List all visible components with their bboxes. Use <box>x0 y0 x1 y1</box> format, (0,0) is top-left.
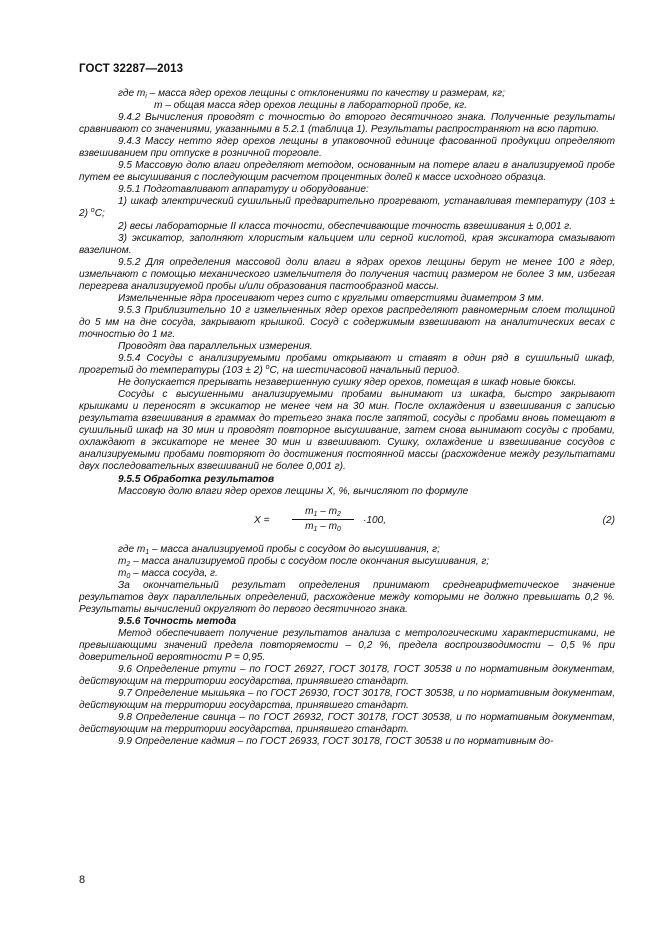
paragraph-9-5-5-result: За окончательный результат определения принимают среднеарифметическое значение результатов двух параллельных определений, расхождение между которыми не должно превышать 0,2 %. Результаты вычислений округляют до первого десятичного знака. <box>79 579 615 615</box>
paragraph-9-5-5: Массовую долю влаги ядер орехов лещины X, %, вычисляют по формуле <box>118 485 469 497</box>
heading-9-5-6: 9.5.6 Точность метода <box>118 615 237 627</box>
paragraph-9-5-6: Метод обеспечивает получение результатов анализа с метрологическими характеристиками, не превышающими значений предела повторяемости – 0,2 %, предела воспроизводимости – 0,5 % при доверительной вероятности P = 0,95. <box>79 627 615 664</box>
paragraph-9-5-2: 9.5.2 Для определения массовой доли влаги в ядрах орехов лещины берут не менее 100 г ядер, измельчают с помощью механического измельчителя до получения частиц размером не более 3 мм, избегая перегрева анализируемой пробы и/или образования пастообразной массы. <box>79 256 615 292</box>
document-body <box>79 88 615 748</box>
formula-fraction <box>292 506 354 533</box>
formula-multiplier: ·100, <box>363 514 387 526</box>
paragraph-9-5: 9.5 Массовую долю влаги определяют методом, основанным на потере влаги в анализируемой пробе путем ее высушивания с последующим расчетом процентных долей к массе исходного образца. <box>79 160 615 184</box>
formula-lhs: X = <box>254 514 270 526</box>
paragraph-9-8: 9.8 Определение свинца – по ГОСТ 26932, ГОСТ 30178, ГОСТ 30538, и по нормативным документам, действующим на территории государства, принявшего стандарт. <box>79 712 615 736</box>
formula-denominator: $m_1 - m_0$ <box>305 520 341 533</box>
paragraph-9-5-2-sieve: Измельченные ядра просеивают через сито с круглыми отверстиями диаметром 3 мм. <box>118 292 545 304</box>
where-line-m2: $m_2$ – масса анализируемой пробы с сосудом после окончания высушивания, г; <box>118 555 490 568</box>
paragraph-9-4-3: 9.4.3 Массу нетто ядер орехов лещины в упаковочной единице фасованной продукции определяют взвешиванием при отпуске в розничной торговле. <box>79 136 615 160</box>
list-item-1: 1) шкаф электрический сушильный предварительно прогревают, устанавливая температуру (103 ± 2) $^о$С; <box>79 196 615 220</box>
paragraph-9-5-4-warning: Не допускается прерывать незавершенную сушку ядер орехов, помещая в шкаф новые бюксы. <box>118 377 577 389</box>
paragraph-9-5-3-parallel: Проводят два параллельных измерения. <box>118 340 313 352</box>
paragraph-9-5-1: 9.5.1 Подготавливают аппаратуру и оборудование: <box>118 184 369 196</box>
formula-2 <box>79 506 615 536</box>
document-header: ГОСТ 32287—2013 <box>79 63 184 75</box>
where-line-m0: $m_0$ – масса сосуда, г. <box>118 567 218 580</box>
paragraph-9-6: 9.6 Определение ртути – по ГОСТ 26927, ГОСТ 30178, ГОСТ 30538 и по нормативным документам, действующим на территории государства, принявшего стандарт. <box>79 664 615 688</box>
paragraph-9-5-3: 9.5.3 Приблизительно 10 г измельченных ядер орехов распределяют равномерным слоем толщиной до 5 мм на дне сосуда, закрывают крышкой. Сосуд с содержимым взвешивают на аналитических весах с точностью до 1 мг. <box>79 304 615 340</box>
paragraph-9-7: 9.7 Определение мышьяка – по ГОСТ 26930, ГОСТ 30178, ГОСТ 30538, и по нормативным документам, действующим на территории государства, принявшего стандарт. <box>79 688 615 712</box>
formula-numerator: $m_1 - m_2$ <box>292 506 354 520</box>
formula-number: (2) <box>602 514 615 526</box>
heading-9-5-5: 9.5.5 Обработка результатов <box>118 473 275 485</box>
page-number: 8 <box>79 874 86 886</box>
paragraph-9-9: 9.9 Определение кадмия – по ГОСТ 26933, ГОСТ 30178, ГОСТ 30538 и по нормативным до- <box>118 736 554 748</box>
paragraph-9-5-4-drying: Сосуды с высушенными анализируемыми пробами вынимают из шкафа, быстро закрывают крышками и переносят в эксикатор не менее чем на 30 мин. После охлаждения и взвешивания с записью результата взвешивания в граммах до третьего знака после запятой, сосуды с пробами вновь помещают в сушильный шкаф на 30 мин и проводят повторное высушивание, затем снова вынимают сосуды с пробами, охлаждают в эксикаторе не менее 30 мин и взвешивают. Сушку, охлаждение и взвешивание сосудов с анализируемыми пробами повторяют до достижения постоянной массы (расхождение между результатами двух последовательных взвешиваний не более 0,001 г). <box>79 389 615 473</box>
paragraph-9-4-2: 9.4.2 Вычисления проводят с точностью до второго десятичного знака. Полученные результаты сравнивают со значениями, указанными в 5.2.1 (таблица 1). Результаты распространяют на всю партию. <box>79 112 615 136</box>
where-line-mi: где $m_i$ – масса ядер орехов лещины с отклонениями по качеству и размерам, кг; <box>118 88 505 100</box>
where-line-m: m – общая масса ядер орехов лещины в лабораторной пробе, кг. <box>154 100 468 112</box>
paragraph-9-5-4: 9.5.4 Сосуды с анализируемыми пробами открывают и ставят в один ряд в сушильный шкаф, прогретый до температуры (103 ± 2) $^о$С, на шестичасовой начальный период. <box>79 353 615 377</box>
where-line-m1: где $m_1$ – масса анализируемой пробы с сосудом до высушивания, г; <box>118 543 440 556</box>
list-item-3: 3) эксикатор, заполняют хлористым кальцием или серной кислотой, края эксикатора смазывают вазелином. <box>79 232 615 256</box>
list-item-2: 2) весы лабораторные II класса точности, обеспечивающие точность взвешивания ± 0,001 г. <box>118 220 573 232</box>
